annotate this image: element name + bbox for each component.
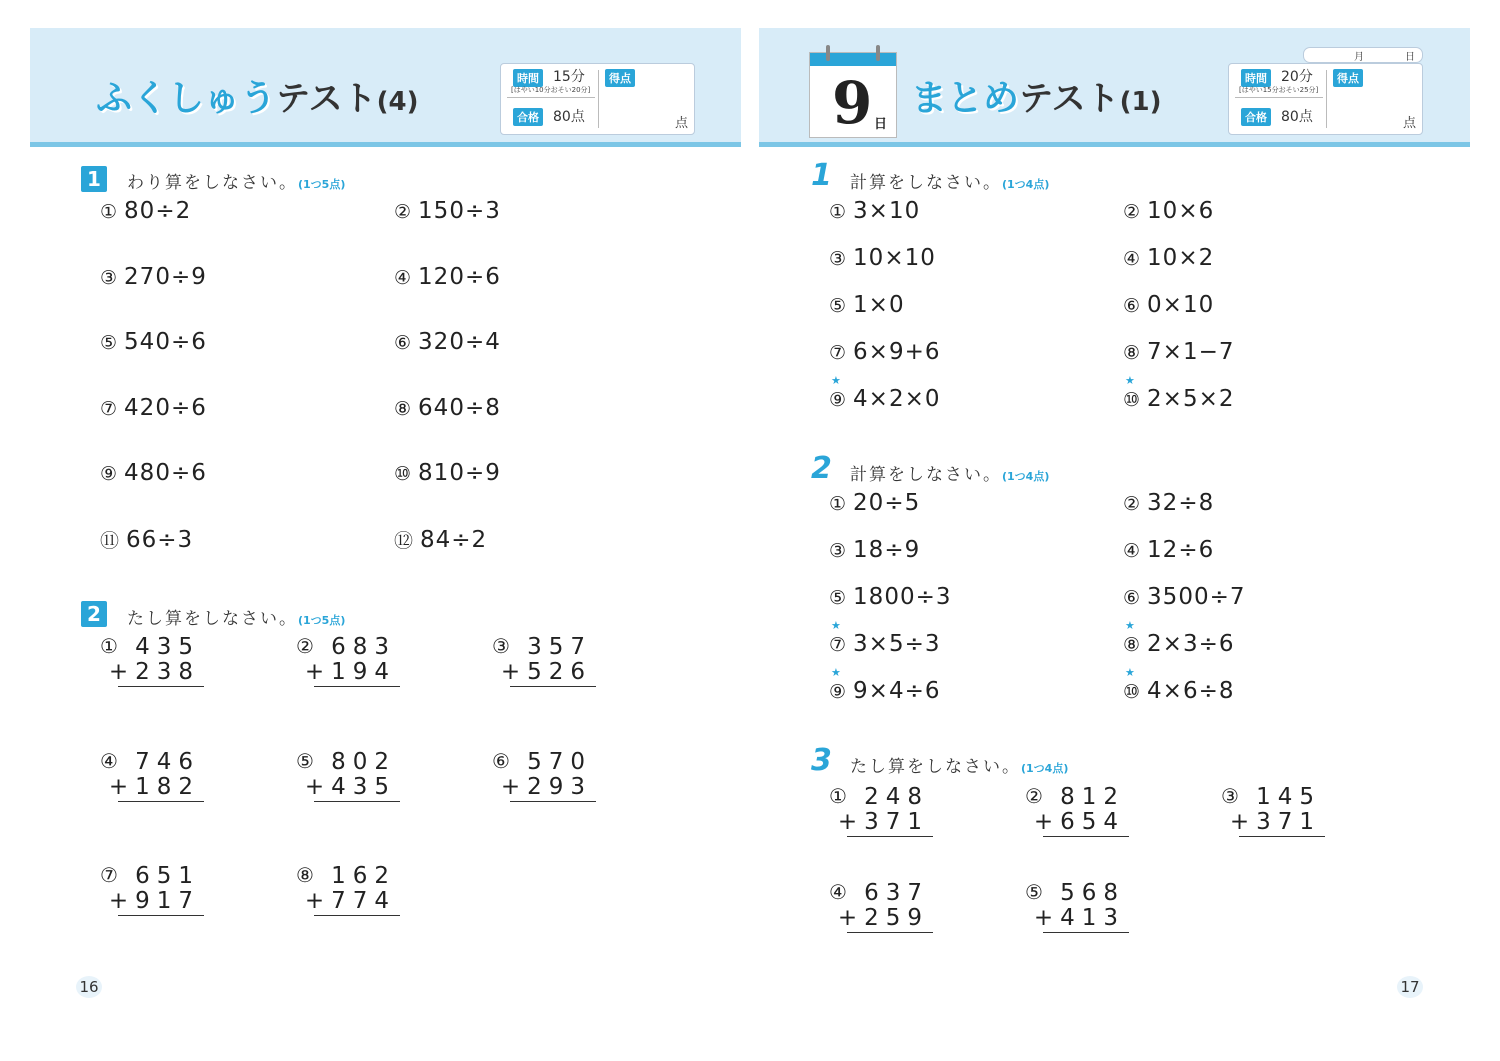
problem-label: ⑨ — [829, 681, 848, 703]
problem-expression: 0×10 — [1147, 292, 1215, 318]
problem-expression: 1×0 — [853, 292, 905, 318]
problem-label: ⑤ — [829, 587, 848, 609]
addend-top: 568 — [1060, 880, 1125, 906]
header-rule — [759, 142, 1470, 147]
addition-problem — [1221, 784, 1321, 844]
problem-label: ② — [394, 201, 413, 223]
right-page — [759, 28, 1470, 1048]
addend-top: 651 — [135, 863, 200, 889]
answer-line — [118, 801, 204, 802]
problem-expression: 4×6÷8 — [1147, 678, 1235, 704]
problem-label: ⑦ — [829, 634, 848, 656]
star-icon: ★ — [1125, 619, 1135, 632]
problem-item — [1123, 537, 1214, 563]
addend-bottom: +526 — [500, 659, 592, 685]
problem-expression: 9×4÷6 — [853, 678, 941, 704]
section-1-instruction: わり算をしなさい。(1つ5点) — [127, 173, 346, 193]
answer-line — [1043, 932, 1129, 933]
problem-label: ⑤ — [100, 332, 119, 354]
addend-top: 683 — [331, 634, 396, 660]
problem-label: ⑧ — [296, 863, 314, 887]
problem-item — [829, 339, 941, 365]
problem-item — [1123, 386, 1235, 412]
problem-label: ⑨ — [829, 389, 848, 411]
problem-expression: 420÷6 — [124, 394, 207, 421]
time-value: 20分 — [1281, 69, 1313, 85]
problem-item — [394, 198, 501, 224]
problem-label: ⑨ — [100, 463, 119, 485]
time-label: 時間 — [1241, 69, 1271, 87]
addend-bottom: +413 — [1033, 905, 1125, 931]
problem-expression: 810÷9 — [418, 460, 501, 486]
header-rule — [30, 142, 741, 147]
score-box — [1228, 63, 1423, 135]
problem-item — [829, 198, 920, 224]
problem-label: ⑩ — [1123, 389, 1142, 411]
problem-expression: 84÷2 — [420, 526, 488, 553]
section-1-number: 1 — [811, 158, 832, 193]
problem-expression: 32÷8 — [1147, 490, 1215, 516]
pass-label: 合格 — [513, 108, 543, 126]
problem-label: ⑫ — [394, 529, 415, 552]
section-1-instruction: 計算をしなさい。(1つ4点) — [850, 173, 1050, 193]
section-3-instruction: たし算をしなさい。(1つ4点) — [850, 757, 1069, 777]
problem-label: ④ — [394, 266, 413, 289]
section-2-number: 2 — [811, 451, 832, 486]
problem-item — [100, 198, 191, 224]
addend-top: 570 — [527, 748, 592, 775]
section-3-points: (1つ4点) — [1021, 762, 1069, 775]
problem-label: ⑩ — [1123, 681, 1142, 703]
section-3-number: 3 — [811, 743, 832, 778]
problem-label: ③ — [492, 634, 510, 658]
title-number: (4) — [376, 87, 419, 117]
problem-item — [829, 245, 936, 271]
title-kana: ふくしゅう — [96, 78, 277, 119]
star-icon: ★ — [831, 619, 841, 632]
problem-expression: 18÷9 — [853, 537, 921, 563]
answer-line — [847, 932, 933, 933]
time-value: 15分 — [553, 69, 585, 85]
problem-item — [829, 490, 920, 516]
problem-expression: 3500÷7 — [1147, 584, 1246, 610]
answer-line — [1043, 836, 1129, 837]
problem-label: ② — [1123, 201, 1142, 223]
addend-top: 637 — [864, 880, 929, 906]
page-number: 16 — [76, 976, 102, 998]
section-2-instruction: たし算をしなさい。(1つ5点) — [127, 609, 346, 629]
problem-item — [829, 537, 920, 563]
problem-label: ⑥ — [1123, 587, 1142, 609]
problem-expression: 320÷4 — [418, 329, 501, 355]
title-text: テスト — [1019, 79, 1120, 119]
addend-top: 435 — [135, 634, 200, 660]
problem-label: ⑧ — [1123, 634, 1142, 656]
problem-label: ⑦ — [829, 342, 848, 364]
addend-top: 802 — [331, 748, 396, 775]
addend-bottom: +259 — [837, 905, 929, 931]
answer-line — [118, 915, 204, 916]
addend-bottom: +654 — [1033, 809, 1125, 835]
score-unit: 点 — [675, 116, 689, 131]
calendar-ring — [876, 45, 880, 61]
problem-label: ① — [829, 201, 848, 223]
addition-problem — [100, 634, 200, 694]
divider — [598, 70, 599, 128]
problem-label: ④ — [1123, 540, 1142, 562]
problem-expression: 6×9+6 — [853, 339, 941, 365]
addition-problem — [296, 634, 396, 694]
score-label: 得点 — [605, 69, 635, 87]
page-number: 17 — [1397, 976, 1423, 998]
problem-item — [394, 395, 501, 421]
page-header — [30, 28, 741, 142]
problem-item — [829, 678, 941, 704]
pass-label: 合格 — [1241, 108, 1271, 126]
problem-expression: 20÷5 — [853, 490, 921, 516]
problem-label: ② — [1123, 493, 1142, 515]
page-title — [911, 70, 1162, 121]
problem-label: ⑥ — [394, 332, 413, 354]
problem-expression: 150÷3 — [418, 198, 501, 224]
addend-top: 162 — [331, 863, 396, 889]
calendar-ring — [826, 45, 830, 61]
problem-label: ⑦ — [100, 397, 119, 420]
addend-bottom: +238 — [108, 659, 200, 685]
problem-item — [1123, 245, 1214, 271]
time-note: [はやい10分おそい20分] — [511, 86, 591, 94]
addition-problem — [296, 863, 396, 923]
problem-label: ⑦ — [100, 863, 118, 887]
answer-line — [510, 686, 596, 687]
problem-expression: 4×2×0 — [853, 386, 941, 412]
answer-line — [510, 801, 596, 802]
date-day-label: 日 — [1405, 52, 1415, 63]
problem-expression: 2×5×2 — [1147, 386, 1235, 412]
pass-value: 80点 — [553, 109, 585, 125]
problem-label: ⑥ — [492, 748, 510, 773]
problem-item — [829, 386, 941, 412]
addition-problem — [492, 634, 592, 694]
answer-line — [314, 801, 400, 802]
problem-item — [100, 395, 207, 421]
addend-top: 248 — [864, 784, 929, 810]
problem-expression: 10×2 — [1147, 245, 1215, 271]
problem-label: ④ — [829, 880, 847, 904]
addition-problem — [1025, 784, 1125, 844]
problem-expression: 7×1−7 — [1147, 339, 1235, 365]
addend-top: 746 — [135, 748, 200, 775]
date-field — [1303, 47, 1423, 63]
problem-expression: 3×10 — [853, 198, 921, 224]
problem-item — [100, 460, 207, 486]
problem-expression: 540÷6 — [124, 329, 207, 355]
problem-label: ① — [100, 201, 119, 223]
problem-expression: 1800÷3 — [853, 584, 952, 610]
addend-bottom: +293 — [500, 773, 592, 800]
problem-label: ③ — [829, 248, 848, 270]
problem-label: ⑧ — [1123, 342, 1142, 364]
section-1-points: (1つ4点) — [1002, 178, 1050, 191]
problem-expression: 10×6 — [1147, 198, 1215, 224]
score-box — [500, 63, 695, 135]
problem-expression: 66÷3 — [126, 526, 194, 553]
section-2-points: (1つ5点) — [298, 614, 346, 627]
section-2-instruction: 計算をしなさい。(1つ4点) — [850, 465, 1050, 485]
addend-bottom: +194 — [304, 659, 396, 685]
problem-expression: 3×5÷3 — [853, 631, 941, 657]
problem-label: ③ — [1221, 784, 1239, 808]
problem-label: ⑥ — [1123, 295, 1142, 317]
problem-label: ① — [829, 493, 848, 515]
problem-label: ⑩ — [394, 463, 413, 485]
addend-top: 357 — [527, 634, 592, 660]
problem-item — [1123, 339, 1235, 365]
problem-item — [1123, 292, 1214, 318]
score-unit: 点 — [1403, 116, 1417, 131]
addend-bottom: +917 — [108, 888, 200, 914]
time-note: [はやい15分おそい25分] — [1239, 86, 1319, 94]
score-label: 得点 — [1333, 69, 1363, 87]
problem-item — [100, 526, 193, 553]
answer-line — [1239, 836, 1325, 837]
page-header — [759, 28, 1470, 142]
section-1-points: (1つ5点) — [298, 178, 346, 191]
problem-item — [100, 329, 207, 355]
problem-label: ③ — [100, 266, 119, 289]
title-number: (1) — [1119, 87, 1162, 117]
problem-expression: 10×10 — [853, 245, 936, 271]
problem-item — [1123, 490, 1214, 516]
star-icon: ★ — [1125, 666, 1135, 679]
problem-label: ⑤ — [1025, 880, 1043, 904]
addend-bottom: +371 — [837, 809, 929, 835]
problem-expression: 480÷6 — [124, 460, 207, 486]
addition-problem — [100, 749, 200, 809]
section-2-badge: 2 — [81, 601, 107, 627]
answer-line — [847, 836, 933, 837]
addition-problem — [1025, 880, 1125, 940]
addition-problem — [100, 863, 200, 923]
problem-item — [829, 584, 952, 610]
problem-label: ① — [829, 784, 847, 808]
problem-label: ⑤ — [829, 295, 848, 317]
problem-label: ⑧ — [394, 397, 413, 420]
title-text: テスト — [276, 79, 377, 119]
divider — [507, 97, 595, 98]
problem-expression: 80÷2 — [124, 198, 192, 224]
divider — [1326, 70, 1327, 128]
addend-top: 145 — [1256, 784, 1321, 810]
problem-label: ⑤ — [296, 748, 314, 773]
addend-bottom: +371 — [1229, 809, 1321, 835]
problem-item — [829, 292, 905, 318]
problem-expression: 2×3÷6 — [1147, 631, 1235, 657]
problem-expression: 270÷9 — [124, 263, 207, 290]
problem-item — [1123, 584, 1246, 610]
addend-top: 812 — [1060, 784, 1125, 810]
addition-problem — [492, 749, 592, 809]
problem-expression: 640÷8 — [418, 394, 501, 421]
answer-line — [314, 915, 400, 916]
problem-item — [394, 329, 501, 355]
problem-item — [1123, 678, 1235, 704]
pass-value: 80点 — [1281, 109, 1313, 125]
addend-bottom: +774 — [304, 888, 396, 914]
star-icon: ★ — [831, 666, 841, 679]
page-title — [96, 70, 419, 121]
day-unit: 日 — [874, 117, 888, 132]
month-label: 月 — [1354, 52, 1364, 63]
problem-item — [1123, 198, 1214, 224]
addition-problem — [296, 749, 396, 809]
problem-label: ③ — [829, 540, 848, 562]
answer-line — [118, 686, 204, 687]
problem-item — [394, 526, 487, 553]
problem-label: ① — [100, 634, 118, 658]
addition-problem — [829, 784, 929, 844]
problem-expression: 120÷6 — [418, 263, 501, 290]
problem-label: ④ — [1123, 248, 1142, 270]
problem-item — [100, 264, 207, 290]
problem-label: ⑪ — [100, 529, 121, 552]
addend-bottom: +435 — [304, 773, 396, 800]
time-label: 時間 — [513, 69, 543, 87]
addend-bottom: +182 — [108, 773, 200, 800]
problem-expression: 12÷6 — [1147, 537, 1215, 563]
problem-label: ④ — [100, 748, 118, 773]
problem-label: ② — [1025, 784, 1043, 808]
problem-item — [829, 631, 941, 657]
section-2-points: (1つ4点) — [1002, 470, 1050, 483]
section-1-badge: 1 — [81, 166, 107, 192]
calendar-top — [810, 53, 896, 66]
addition-problem — [829, 880, 929, 940]
left-page — [30, 28, 741, 1048]
problem-item — [394, 264, 501, 290]
star-icon: ★ — [1125, 374, 1135, 387]
day-number: 9 — [832, 69, 873, 137]
problem-label: ② — [296, 634, 314, 658]
calendar-icon — [809, 52, 897, 138]
title-kana: まとめ — [911, 78, 1020, 119]
problem-item — [394, 460, 501, 486]
answer-line — [314, 686, 400, 687]
problem-item — [1123, 631, 1235, 657]
star-icon: ★ — [831, 374, 841, 387]
divider — [1235, 97, 1323, 98]
